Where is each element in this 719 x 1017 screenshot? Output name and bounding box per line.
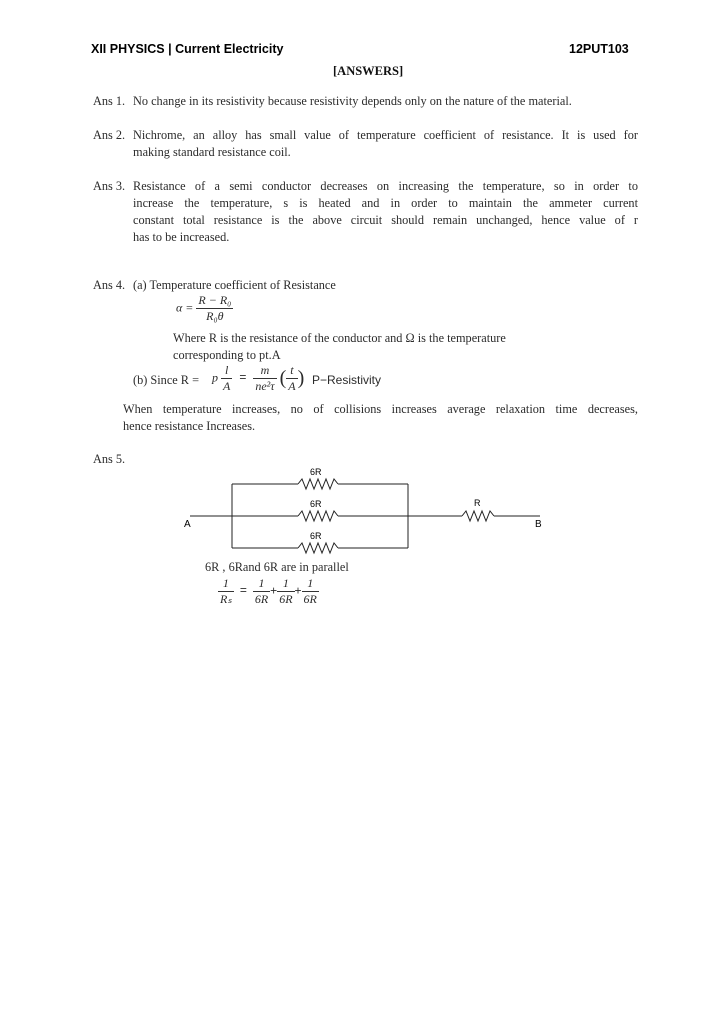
resistance-formula [212, 363, 304, 394]
frac1-numerator: l [221, 363, 232, 379]
ans2-label: Ans 2. [93, 128, 126, 142]
ans2-line-2: making standard resistance coil. [133, 145, 291, 159]
resistor-bot-label: 6R [310, 531, 322, 541]
node-b-label: B [535, 519, 542, 530]
equals-sign: = [239, 370, 247, 385]
alpha-numerator: R − R₀ [198, 293, 232, 307]
equation-equals: = [239, 583, 247, 598]
parallel-equation [218, 576, 319, 607]
ans1-label: Ans 1. [93, 94, 126, 108]
term1-numerator: 1 [253, 576, 270, 592]
ans3-label: Ans 3. [93, 179, 126, 193]
ans4-conclusion-2: hence resistance Increases. [123, 419, 256, 433]
term3-numerator: 1 [302, 576, 319, 592]
ans4-where-2: corresponding to pt.A [173, 348, 281, 362]
alpha-formula [176, 293, 233, 324]
resistor-series-label: R [474, 498, 481, 508]
page-title: [ANSWERS] [333, 64, 404, 78]
ans4-conclusion-1: When temperature increases, no of collisions increases average relaxation time decreases, [123, 402, 638, 416]
ans4-part-b: (b) Since R = [133, 373, 200, 387]
ans4-where-1: Where R is the resistance of the conductor and Ω is the temperature [173, 331, 506, 345]
alpha-denominator: R₀θ [206, 309, 224, 323]
ans5-label: Ans 5. [93, 452, 126, 466]
ans3-line-4: has to be increased. [133, 230, 230, 244]
term1-denominator: 6R [254, 592, 269, 606]
plus-sign-1: + [270, 583, 278, 598]
plus-sign-2: + [294, 583, 302, 598]
left-paren-icon: ( [279, 367, 287, 389]
right-paren-icon: ) [297, 367, 305, 389]
ans3-line-1: Resistance of a semi conductor decreases on increasing the temperature, so in order to [133, 179, 638, 193]
resistor-top-label: 6R [310, 467, 322, 477]
header-title: XII PHYSICS | Current Electricity [91, 42, 284, 56]
resistor-mid-label: 6R [310, 499, 322, 509]
lhs-denominator: Rₛ [220, 592, 232, 606]
alpha-symbol: α = [176, 300, 194, 315]
term2-denominator: 6R [279, 592, 293, 606]
term3-denominator: 6R [303, 592, 317, 606]
frac2-denominator: ne²τ [255, 379, 275, 393]
ans4-part-a: (a) Temperature coefficient of Resistance [133, 278, 336, 292]
ans3-line-3: constant total resistance is the above circuit should remain unchanged, hence value of r [133, 213, 638, 227]
term2-numerator: 1 [277, 576, 294, 592]
ans1-text: No change in its resistivity because resistivity depends only on the nature of the material. [133, 94, 572, 108]
frac2-numerator: m [253, 363, 276, 379]
rho-note: P−Resistivity [312, 373, 382, 387]
rho-symbol: p [212, 370, 218, 385]
frac3-numerator: t [286, 363, 297, 379]
ans4-label: Ans 4. [93, 278, 126, 292]
parallel-statement: 6R , 6Rand 6R are in parallel [205, 560, 349, 574]
circuit-diagram [0, 465, 719, 555]
ans2-line-1: Nichrome, an alloy has small value of temperature coefficient of resistance. It is used for [133, 128, 638, 142]
ans3-line-2: increase the temperature, s is heated and in order to maintain the ammeter current [133, 196, 638, 210]
frac1-denominator: A [223, 379, 231, 393]
frac3-denominator: A [288, 379, 296, 393]
lhs-numerator: 1 [218, 576, 234, 592]
node-a-label: A [184, 519, 191, 530]
header-code: 12PUT103 [569, 42, 629, 56]
